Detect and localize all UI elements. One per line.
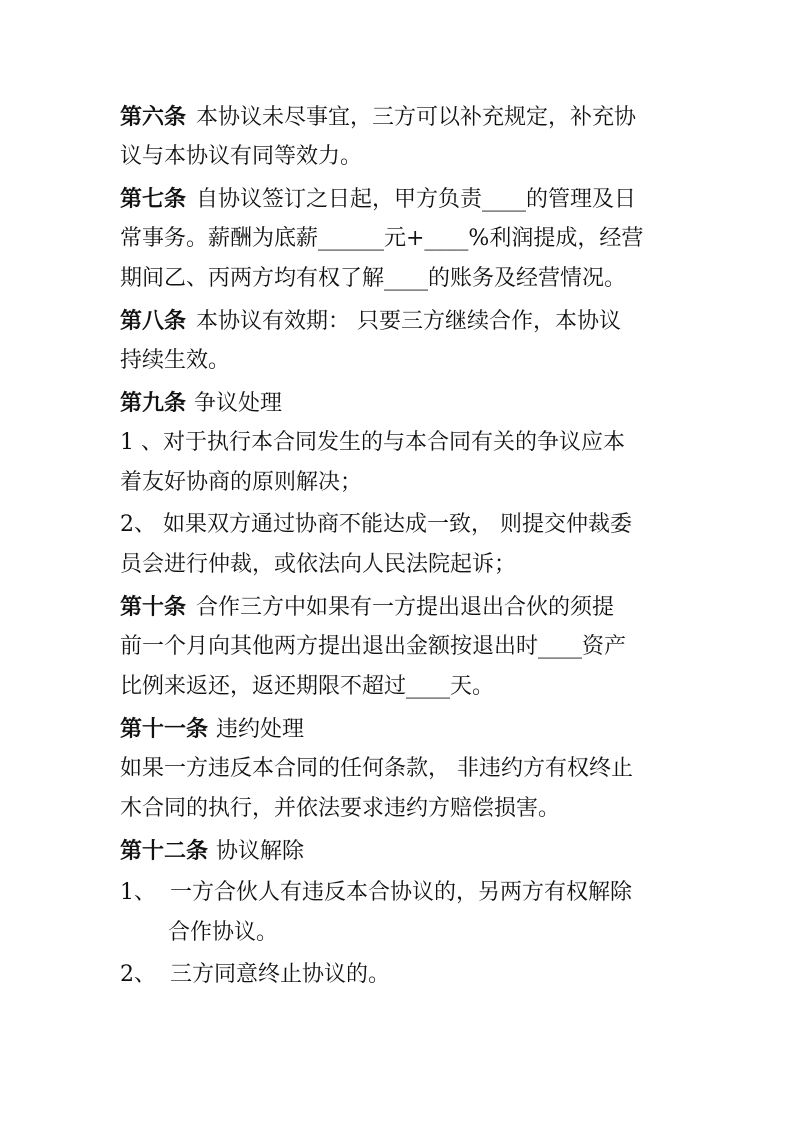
- article-9-item-2-line-1: [120, 505, 680, 545]
- article-11-text-2: 木合同的执行，并依法要求违约方赔偿损害。: [120, 796, 561, 821]
- article-6-text-2: 议与本协议有同等效力。: [120, 144, 363, 169]
- article-8-text-2: 持续生效。: [120, 348, 231, 373]
- article-11-heading: 违约处理: [216, 717, 305, 742]
- article-12-item-2-number: 2、: [120, 962, 156, 987]
- article-8-line-2: [120, 341, 680, 381]
- article-6-line-1: [120, 97, 680, 137]
- article-12-heading-line: [120, 831, 680, 871]
- article-7-line-3: [120, 259, 680, 299]
- article-9-item-2-text-2: 员会进行仲裁，或依法向人民法院起诉；: [120, 552, 517, 577]
- article-9-item-1-text-2: 着友好协商的原则解决；: [120, 470, 363, 495]
- article-12-item-2-line-1: [120, 955, 680, 995]
- article-10-title: 第十条: [120, 594, 187, 620]
- article-8-title: 第八条: [120, 308, 187, 334]
- article-9-item-1-line-1: [120, 423, 680, 463]
- article-9-item-1-line-2: [120, 463, 680, 503]
- document-page: [120, 97, 680, 995]
- article-10-text-1: 合作三方中如果有一方提出退出合伙的须提: [196, 595, 615, 620]
- article-7-line-1: [120, 179, 680, 219]
- article-9-heading-line: [120, 383, 680, 423]
- article-9-item-2-line-2: [120, 545, 680, 585]
- article-12-item-1-text-1: 一方合伙人有违反本合协议的，另两方有权解除: [170, 880, 633, 905]
- article-9-item-2-text-1: 2、 如果双方通过协商不能达成一致， 则提交仲裁委: [120, 512, 632, 537]
- article-7-text-2: 常事务。薪酬为底薪______元+____%利润提成，经营: [120, 226, 644, 251]
- article-10-text-2: 前一个月向其他两方提出退出金额按退出时____资产: [120, 634, 627, 659]
- article-9-item-1-text-1: 1 、对于执行本合同发生的与本合同有关的争议应本: [120, 430, 625, 455]
- article-6-text-1: 本协议未尽事宜，三方可以补充规定，补充协: [196, 105, 637, 130]
- article-12-item-1-line-2: [120, 913, 680, 953]
- article-10-line-1: [120, 587, 680, 627]
- article-10-line-3: [120, 667, 680, 707]
- article-12-item-1-number: 1、: [120, 880, 156, 905]
- article-9-title: 第九条: [120, 390, 187, 416]
- article-12-item-1-text-2: 合作协议。: [168, 920, 279, 945]
- article-12-item-1-line-1: [120, 873, 680, 913]
- article-10-line-2: [120, 627, 680, 667]
- article-9-heading: 争议处理: [194, 391, 283, 416]
- article-11-line-2: [120, 789, 680, 829]
- article-11-text-1: 如果一方违反本合同的任何条款， 非违约方有权终止: [120, 756, 633, 781]
- article-12-item-2-text-1: 三方同意终止协议的。: [170, 962, 391, 987]
- article-11-title: 第十一条: [120, 716, 209, 742]
- article-6-line-2: [120, 137, 680, 177]
- article-12-heading: 协议解除: [216, 839, 305, 864]
- article-11-heading-line: [120, 709, 680, 749]
- article-8-line-1: [120, 301, 680, 341]
- article-12-title: 第十二条: [120, 838, 209, 864]
- article-6-title: 第六条: [120, 104, 187, 130]
- article-10-text-3: 比例来返还，返还期限不超过____天。: [120, 674, 495, 699]
- article-7-line-2: [120, 219, 680, 259]
- article-7-title: 第七条: [120, 186, 187, 212]
- article-11-line-1: [120, 749, 680, 789]
- article-7-text-1: 自协议签订之日起，甲方负责____的管理及日: [196, 187, 637, 212]
- article-7-text-3: 期间乙、丙两方均有权了解____的账务及经营情况。: [120, 266, 627, 291]
- article-8-text-1: 本协议有效期： 只要三方继续合作，本协议: [196, 309, 622, 334]
